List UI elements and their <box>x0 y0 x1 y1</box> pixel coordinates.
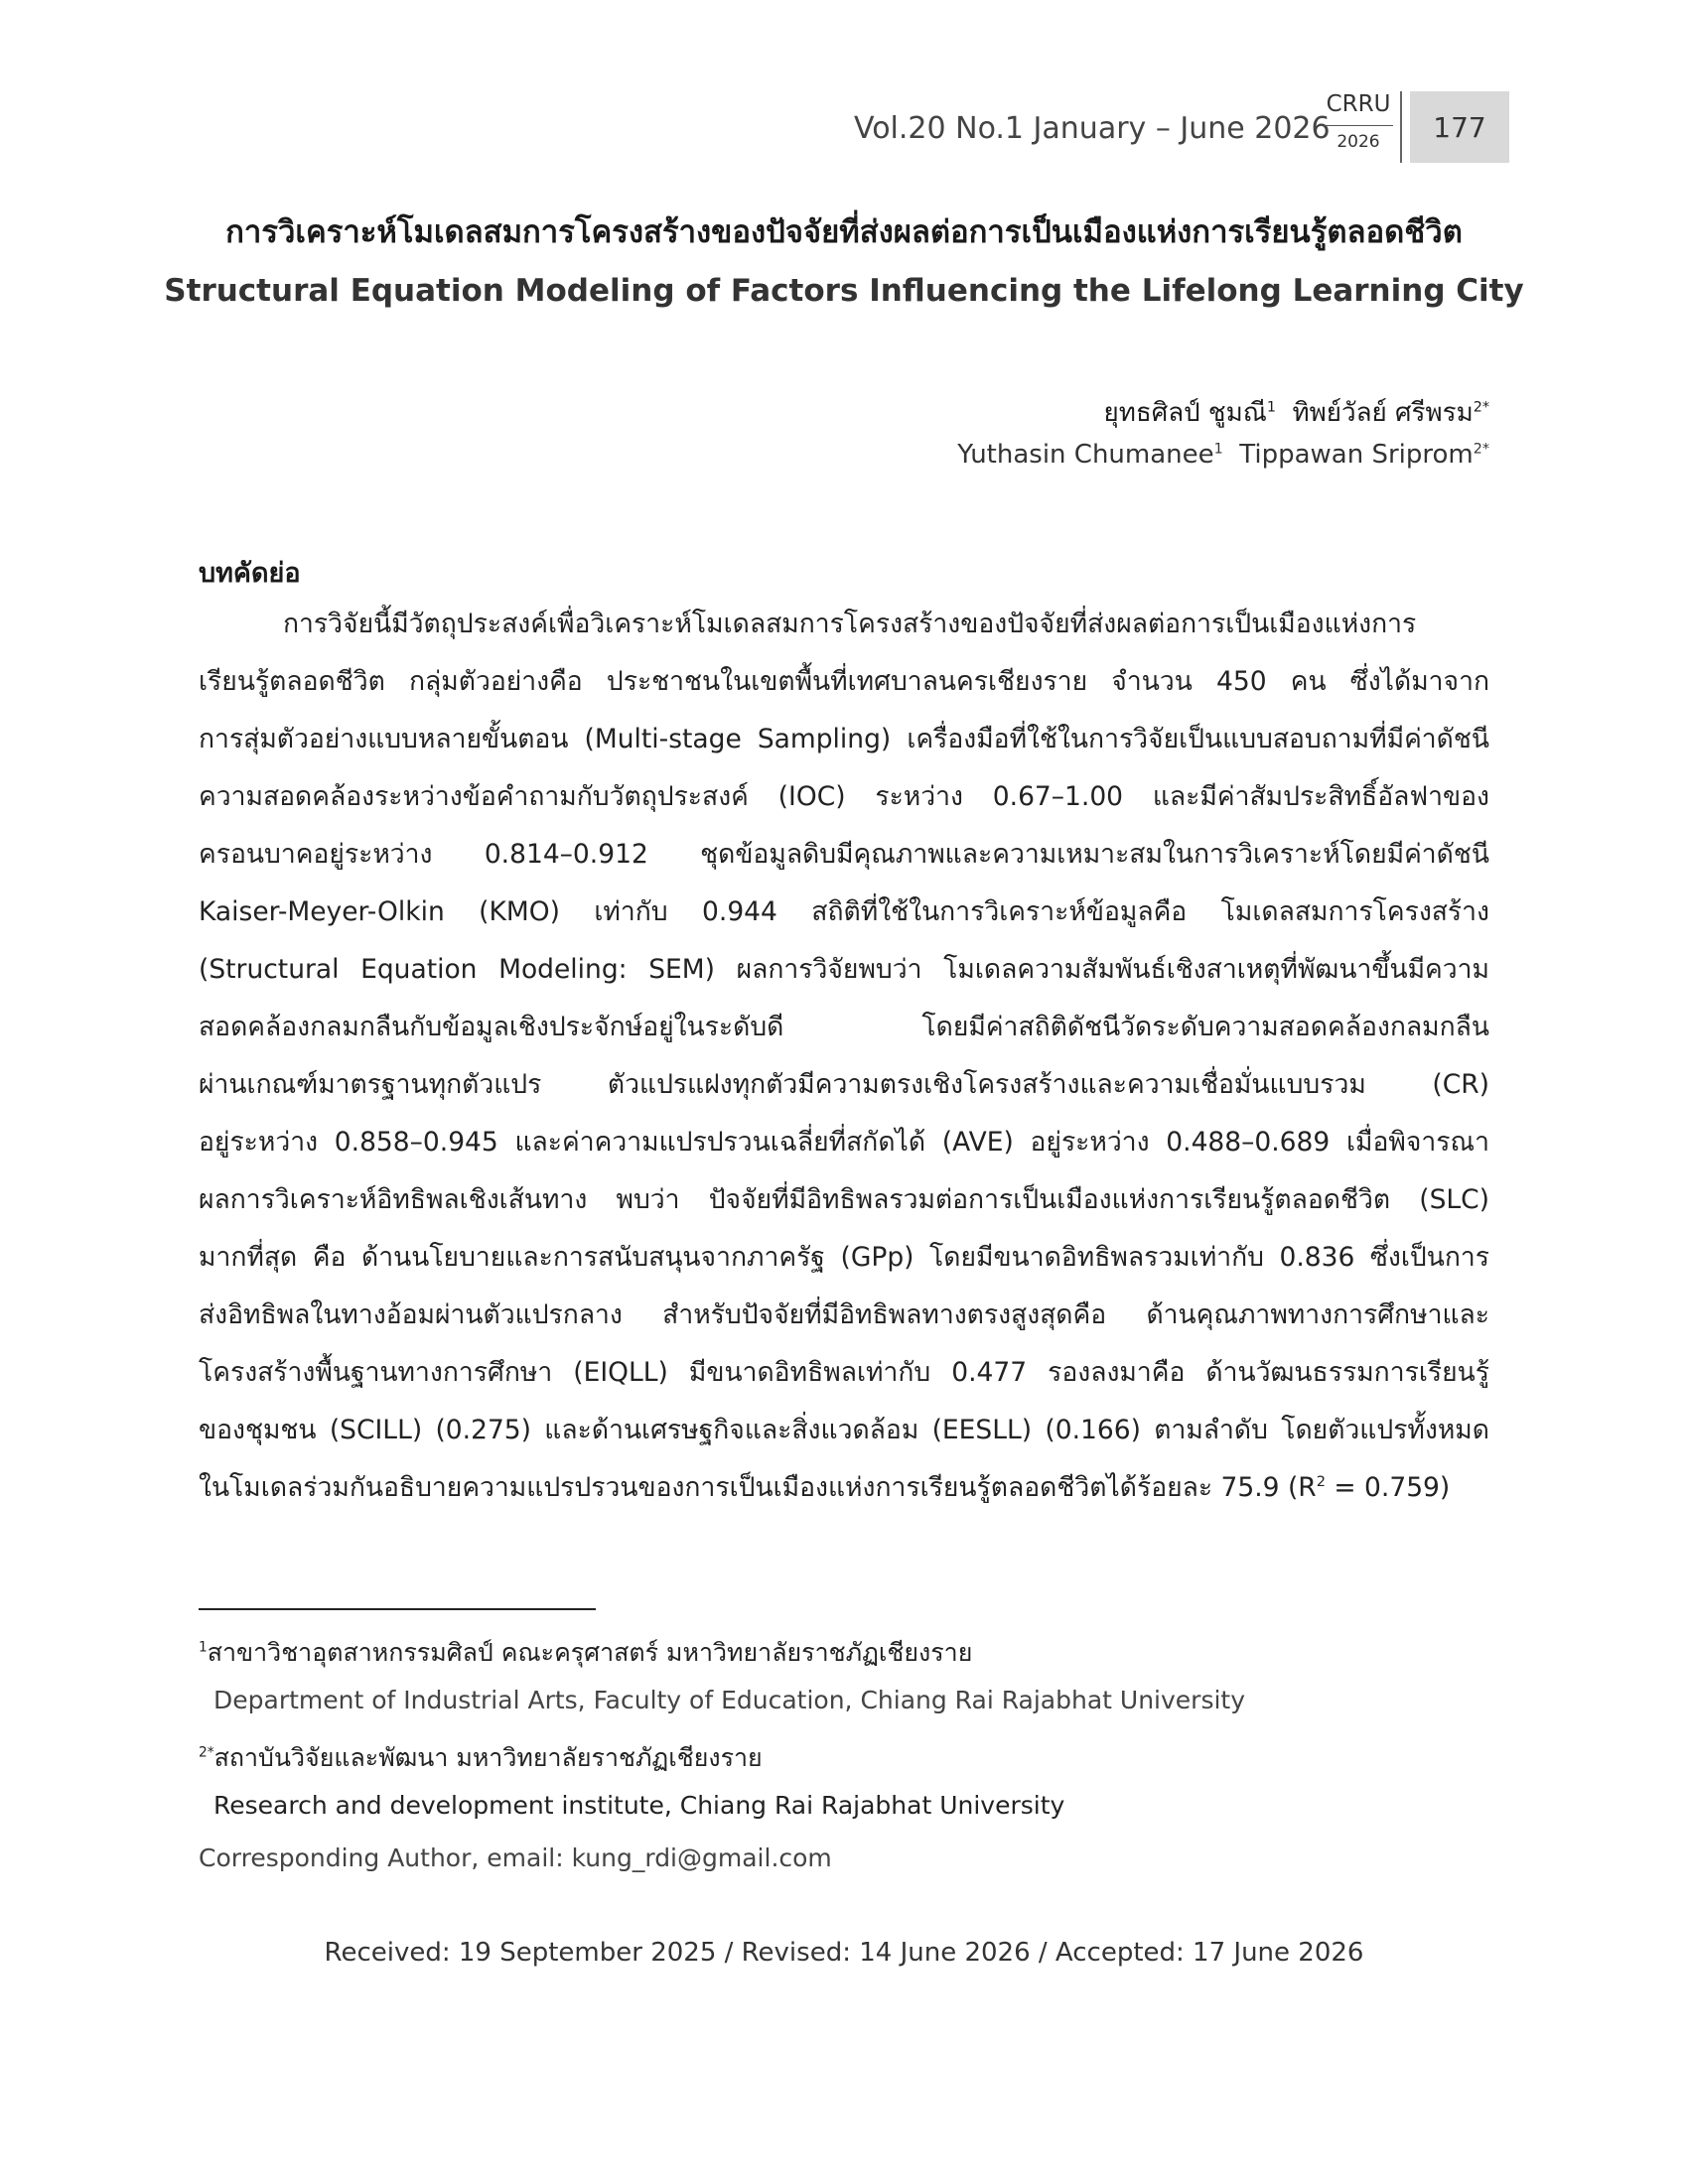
abstract-line: สอดคล้องกลมกลืนกับข้อมูลเชิงประจักษ์อยู่ในระดับดี โดยมีค่าสถิติดัชนีวัดระดับความสอดคล้องกลมกลืน <box>199 1012 1489 1042</box>
author-1-english-mark: 1 <box>1213 441 1223 458</box>
author-2-english-mark: 2* <box>1473 441 1489 458</box>
corresponding-author: Corresponding Author, email: kung_rdi@gmail.com <box>199 1843 832 1872</box>
footnote-rule <box>199 1608 596 1610</box>
abstract-line: ส่งอิทธิพลในทางอ้อมผ่านตัวแปรกลาง สำหรับปัจจัยที่มีอิทธิพลทางตรงสูงสุดคือ ด้านคุณภาพทางการศึกษาและ <box>199 1299 1489 1330</box>
abstract-line-last <box>199 1466 1489 1508</box>
r-squared-superscript: 2 <box>1316 1473 1326 1491</box>
author-1-thai: ยุทธศิลป์ ชูมณี <box>1103 398 1267 428</box>
authors-thai <box>1103 392 1489 433</box>
abstract-last-text: ในโมเดลร่วมกันอธิบายความแปรปรวนของการเป็นเมืองแห่งการเรียนรู้ตลอดชีวิตได้ร้อยละ 75.9 (R <box>199 1472 1317 1503</box>
abstract-last-value: = 0.759) <box>1326 1472 1451 1503</box>
journal-year: 2026 <box>1336 132 1380 152</box>
abstract-line: เรียนรู้ตลอดชีวิต กลุ่มตัวอย่างคือ ประชาชนในเขตพื้นที่เทศบาลนครเชียงราย จำนวน 450 คน ซึ่งได้มาจาก <box>199 666 1489 697</box>
abstract-line: มากที่สุด คือ ด้านนโยบายและการสนับสนุนจากภาครัฐ (GPp) โดยมีขนาดอิทธิพลรวมเท่ากับ 0.836 ซึ่งเป็นการ <box>199 1242 1489 1273</box>
abstract-line: โครงสร้างพื้นฐานทางการศึกษา (EIQLL) มีขนาดอิทธิพลเท่ากับ 0.477 รองลงมาคือ ด้านวัฒนธรรมการเรียนรู้ <box>199 1357 1489 1388</box>
abstract-line: การวิจัยนี้มีวัตถุประสงค์เพื่อวิเคราะห์โมเดลสมการโครงสร้างของปัจจัยที่ส่งผลต่อการเป็นเมืองแห่งการ <box>283 609 1417 639</box>
footnote-2-english: Research and development institute, Chiang Rai Rajabhat University <box>213 1791 1065 1820</box>
author-2-thai: ทิพย์วัลย์ ศรีพรม <box>1292 398 1474 428</box>
footnote-1-english: Department of Industrial Arts, Faculty of Education, Chiang Rai Rajabhat University <box>213 1686 1246 1714</box>
journal-abbrev: CRRU <box>1324 91 1393 126</box>
abstract-line: ความสอดคล้องระหว่างข้อคำถามกับวัตถุประสงค์ (IOC) ระหว่าง 0.67–1.00 และมีค่าสัมประสิทธิ์อัลฟาของ <box>199 781 1489 812</box>
running-head: Vol.20 No.1 January – June 2026 <box>854 111 1331 146</box>
abstract-line: ของชุมชน (SCILL) (0.275) และด้านเศรษฐกิจและสิ่งแวดล้อม (EESLL) (0.166) ตามลำดับ โดยตัวแปรทั้งหมด <box>199 1415 1489 1445</box>
page-number: 177 <box>1410 91 1509 163</box>
author-2-english: Tippawan Sriprom <box>1239 440 1474 470</box>
abstract-line: การสุ่มตัวอย่างแบบหลายขั้นตอน (Multi-stage Sampling) เครื่องมือที่ใช้ในการวิจัยเป็นแบบสอบถามที่มีค่าดัชนี <box>199 724 1489 754</box>
footnote-2-mark: 2* <box>199 1744 214 1761</box>
author-2-thai-mark: 2* <box>1473 399 1489 416</box>
header-divider <box>1400 91 1402 163</box>
title-english: Structural Equation Modeling of Factors Influencing the Lifelong Learning City <box>164 273 1524 309</box>
author-1-thai-mark: 1 <box>1266 399 1276 416</box>
abstract-heading: บทคัดย่อ <box>199 558 301 589</box>
footnote-1-thai-text: สาขาวิชาอุตสาหกรรมศิลป์ คณะครุศาสตร์ มหาวิทยาลัยราชภัฏเชียงราย <box>207 1638 973 1667</box>
abstract-line: Kaiser-Meyer-Olkin (KMO) เท่ากับ 0.944 สถิติที่ใช้ในการวิเคราะห์ข้อมูลคือ โมเดลสมการโครงสร้าง <box>199 896 1489 927</box>
footnote-2-thai <box>199 1738 763 1778</box>
footnote-1-thai <box>199 1633 972 1673</box>
abstract-line: ผลการวิเคราะห์อิทธิพลเชิงเส้นทาง พบว่า ปัจจัยที่มีอิทธิพลรวมต่อการเป็นเมืองแห่งการเรียนรู้ตลอดชีวิต (SLC) <box>199 1184 1489 1215</box>
abstract-line: (Structural Equation Modeling: SEM) ผลการวิจัยพบว่า โมเดลความสัมพันธ์เชิงสาเหตุที่พัฒนาขึ้นมีความ <box>199 954 1489 985</box>
title-thai: การวิเคราะห์โมเดลสมการโครงสร้างของปัจจัยที่ส่งผลต่อการเป็นเมืองแห่งการเรียนรู้ตลอดชีวิต <box>225 214 1463 250</box>
abstract-line: อยู่ระหว่าง 0.858–0.945 และค่าความแปรปรวนเฉลี่ยที่สกัดได้ (AVE) อยู่ระหว่าง 0.488–0.689 เมื่อพิจารณา <box>199 1127 1489 1158</box>
submission-dates: Received: 19 September 2025 / Revised: 14 June 2026 / Accepted: 17 June 2026 <box>324 1938 1364 1968</box>
footnote-2-thai-text: สถาบันวิจัยและพัฒนา มหาวิทยาลัยราชภัฏเชียงราย <box>213 1743 763 1772</box>
abstract-line: ผ่านเกณฑ์มาตรฐานทุกตัวแปร ตัวแปรแฝงทุกตัวมีความตรงเชิงโครงสร้างและความเชื่อมั่นแบบรวม (CR) <box>199 1069 1489 1100</box>
abstract-line: ครอนบาคอยู่ระหว่าง 0.814–0.912 ชุดข้อมูลดิบมีคุณภาพและความเหมาะสมในการวิเคราะห์โดยมีค่าดัชนี <box>199 839 1489 870</box>
author-1-english: Yuthasin Chumanee <box>957 440 1214 470</box>
footnote-1-mark: 1 <box>199 1639 208 1656</box>
journal-badge <box>1324 91 1393 152</box>
authors-english <box>957 440 1489 470</box>
